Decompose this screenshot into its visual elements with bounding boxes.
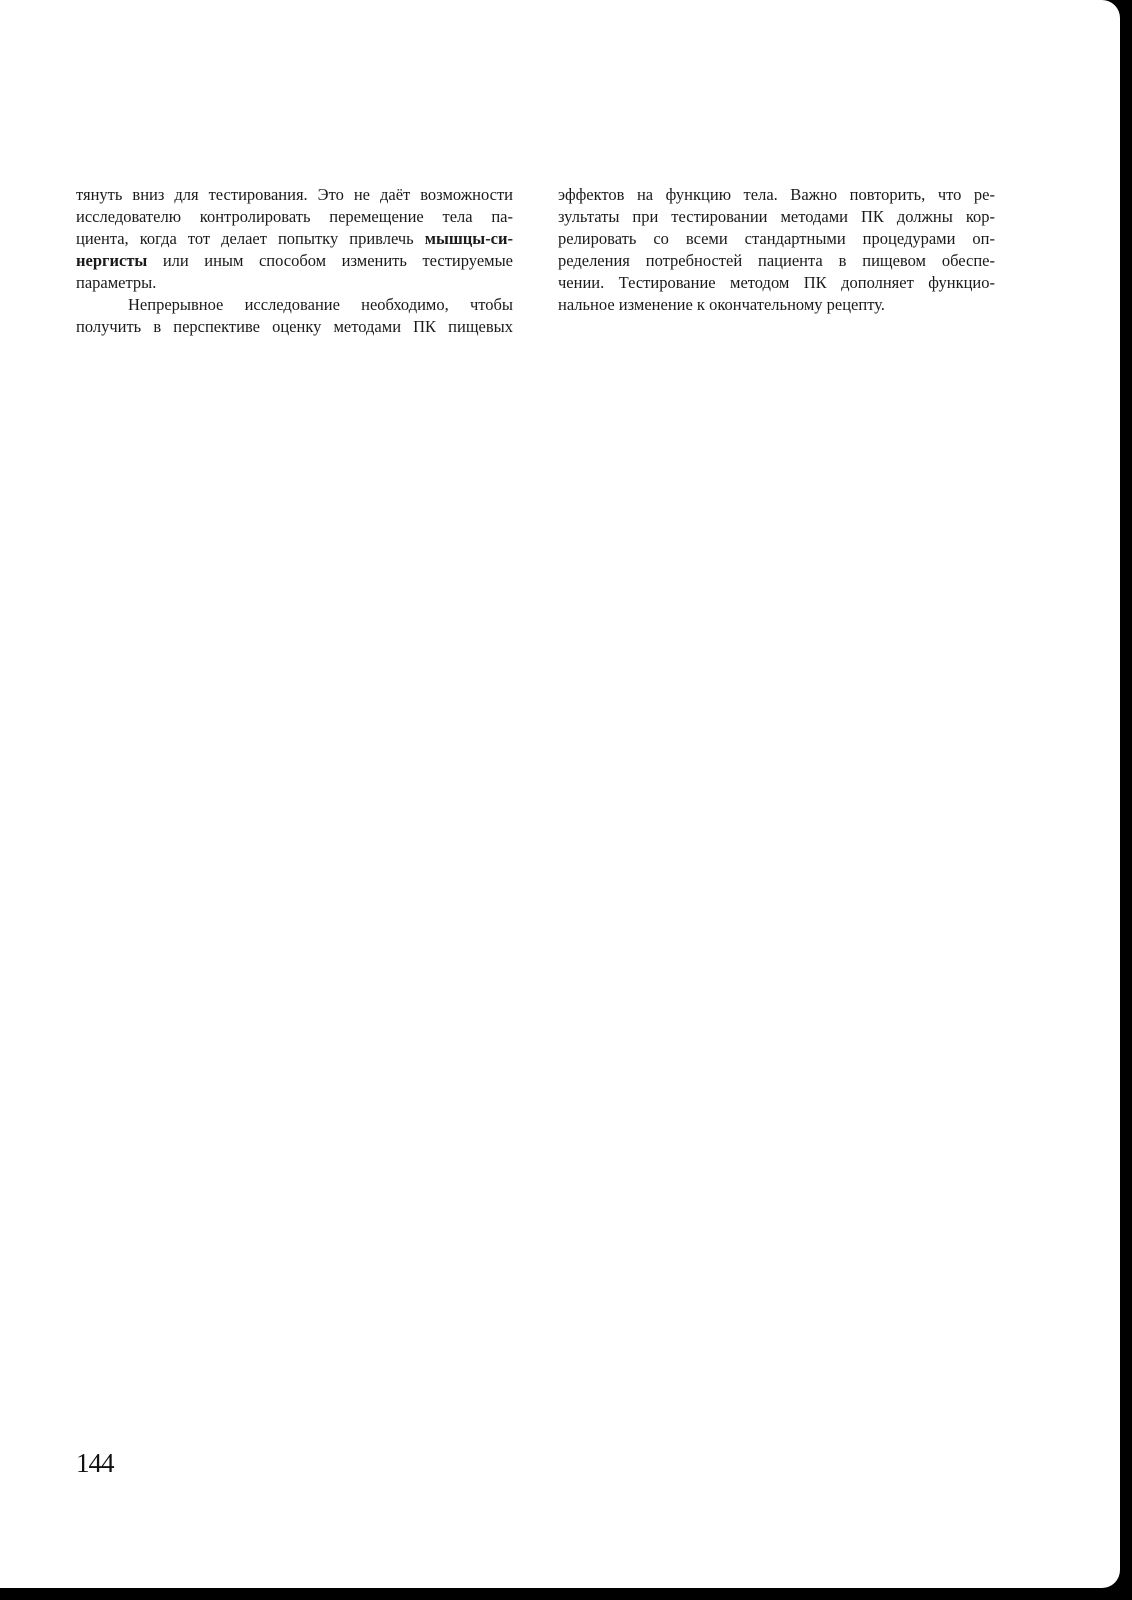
left-text-column [76, 184, 513, 338]
text-line [76, 250, 513, 272]
text-fragment: или иным способом изменить тестируемые [147, 251, 513, 270]
text-line [76, 228, 513, 250]
text-fragment: циента, когда тот делает попытку привлечь [76, 229, 414, 248]
text-line: ределения потребностей пациента в пищевом обеспе- [558, 251, 995, 270]
text-line: чении. Тестирование методом ПК дополняет функцио- [558, 273, 995, 292]
text-line: тянуть вниз для тестирования. Это не даёт возможности [76, 185, 513, 204]
text-line: зультаты при тестировании методами ПК должны кор- [558, 207, 995, 226]
text-line: исследователю контролировать перемещение тела па- [76, 207, 513, 226]
paragraph-first-line: Непрерывное исследование необходимо, чтобы [128, 295, 513, 314]
text-line: параметры. [76, 273, 157, 292]
bold-term: нергисты [76, 251, 148, 270]
text-line: эффектов на функцию тела. Важно повторить, что ре- [558, 185, 995, 204]
text-line: релировать со всеми стандартными процедурами оп- [558, 229, 995, 248]
text-line: получить в перспективе оценку методами ПК пищевых [76, 317, 513, 336]
page-number: 144 [76, 1448, 114, 1478]
right-text-column [558, 184, 995, 316]
text-line: нальное изменение к окончательному рецепту. [558, 295, 885, 314]
bold-term: мышцы-си- [424, 229, 514, 248]
